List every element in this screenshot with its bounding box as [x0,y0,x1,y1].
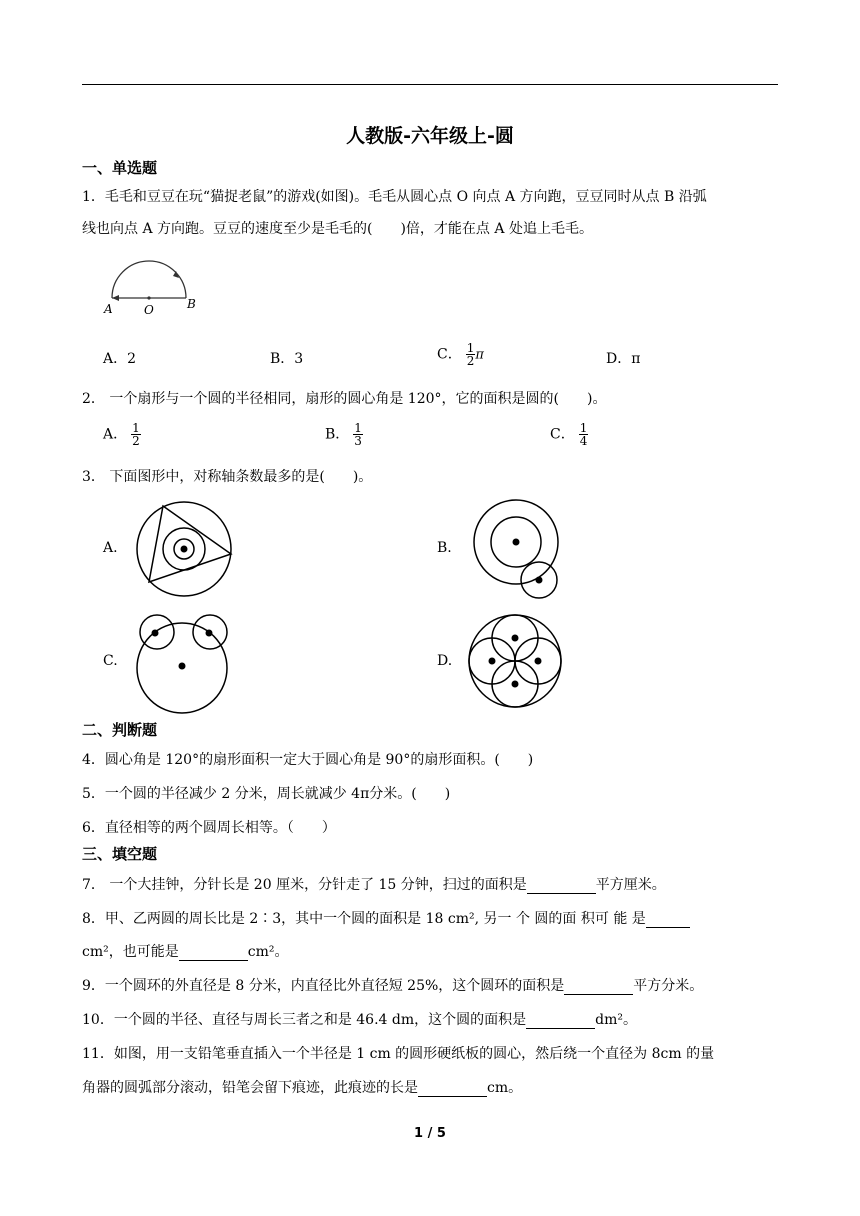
q3-figure-c-three-circles [134,611,236,715]
semicircle-figure [100,250,210,320]
q1-option-c[interactable]: C． $\frac{1}{2}$ π [437,341,484,368]
page-title: 人教版-六年级上-圆 [346,125,514,147]
question-1-line-2: 线也向点 A 方向跑。豆豆的速度至少是毛毛的( )倍，才能在点 A 处追上毛毛。 [82,221,593,237]
q3-figure-a-circle-triangle [133,500,237,598]
question-5-text: 5．一个圆的半径减少 2 分米，周长就减少 4π分米。( ) [82,786,451,802]
q2-option-b[interactable]: B． $\frac{1}{3}$ [325,421,362,448]
section-heading-single-choice: 一、单选题 [82,159,158,177]
question-10: 10．一个圆的半径、直径与周长三者之和是 46.4 dm，这个圆的面积是 dm²。 [82,1012,637,1028]
q1-option-a[interactable]: A．2 [103,351,137,367]
question-8-line-2: cm²，也可能是 cm²。 [82,944,289,960]
q9-answer-blank[interactable] [564,978,633,995]
header-rule [82,84,778,85]
q10-answer-blank[interactable] [526,1012,595,1029]
point-b-label: B [187,297,196,311]
question-11-line-1: 11．如图，用一支铅笔垂直插入一个半径是 1 cm 的圆形硬纸板的圆心，然后绕一个直径为 8cm 的量 [82,1046,715,1062]
point-o-label: O [144,303,154,317]
question-1-line-1: 1．毛毛和豆豆在玩“猫捉老鼠”的游戏(如图)。毛毛从圆心点 O 向点 A 方向跑，豆豆同时从点 B 沿弧 [82,189,707,205]
q11-answer-blank[interactable] [418,1080,487,1097]
question-7: 7． 一个大挂钟，分针长是 20 厘米，分针走了 15 分钟，扫过的面积是 平方厘米。 [82,877,666,893]
question-8-line-1: 8．甲、乙两圆的周长比是 2∶3，其中一个圆的面积是 18 cm², 另一 个 圆的面 积可 能 是 [82,908,690,928]
question-2-text: 2． 一个扇形与一个圆的半径相同，扇形的圆心角是 120°，它的面积是圆的( )。 [82,391,607,407]
page-number: 1 / 5 [414,1126,446,1141]
question-11-line-2: 角器的圆弧部分滚动，铅笔会留下痕迹，此痕迹的长是 cm。 [82,1080,523,1096]
q3-figure-d-four-circles [467,613,563,709]
q8-answer-blank-1[interactable] [646,911,690,928]
q7-answer-blank[interactable] [527,877,596,894]
section-heading-fill-blank: 三、填空题 [82,845,158,863]
question-4-text: 4．圆心角是 120°的扇形面积一定大于圆心角是 90°的扇形面积。( ) [82,752,534,768]
q3-option-a-label[interactable]: A. [103,540,118,556]
q2-option-c[interactable]: C． $\frac{1}{4}$ [550,421,588,448]
point-a-label: A [104,302,113,316]
q1-option-b[interactable]: B．3 [270,351,304,367]
question-6-text: 6．直径相等的两个圆周长相等。（ ） [82,820,336,836]
question-9: 9．一个圆环的外直径是 8 分米，内直径比外直径短 25%，这个圆环的面积是 平方分米。 [82,978,704,994]
section-heading-true-false: 二、判断题 [82,721,158,739]
q2-option-a[interactable]: A． $\frac{1}{2}$ [103,421,140,448]
q8-answer-blank-2[interactable] [179,944,248,961]
question-3-text: 3． 下面图形中，对称轴条数最多的是( )。 [82,469,373,485]
q3-option-d-label[interactable]: D. [437,653,453,669]
q1-option-d[interactable]: D．π [606,351,641,367]
q3-option-b-label[interactable]: B. [437,540,452,556]
q3-option-c-label[interactable]: C. [103,653,118,669]
q3-figure-b-tangent-circles [470,498,562,604]
